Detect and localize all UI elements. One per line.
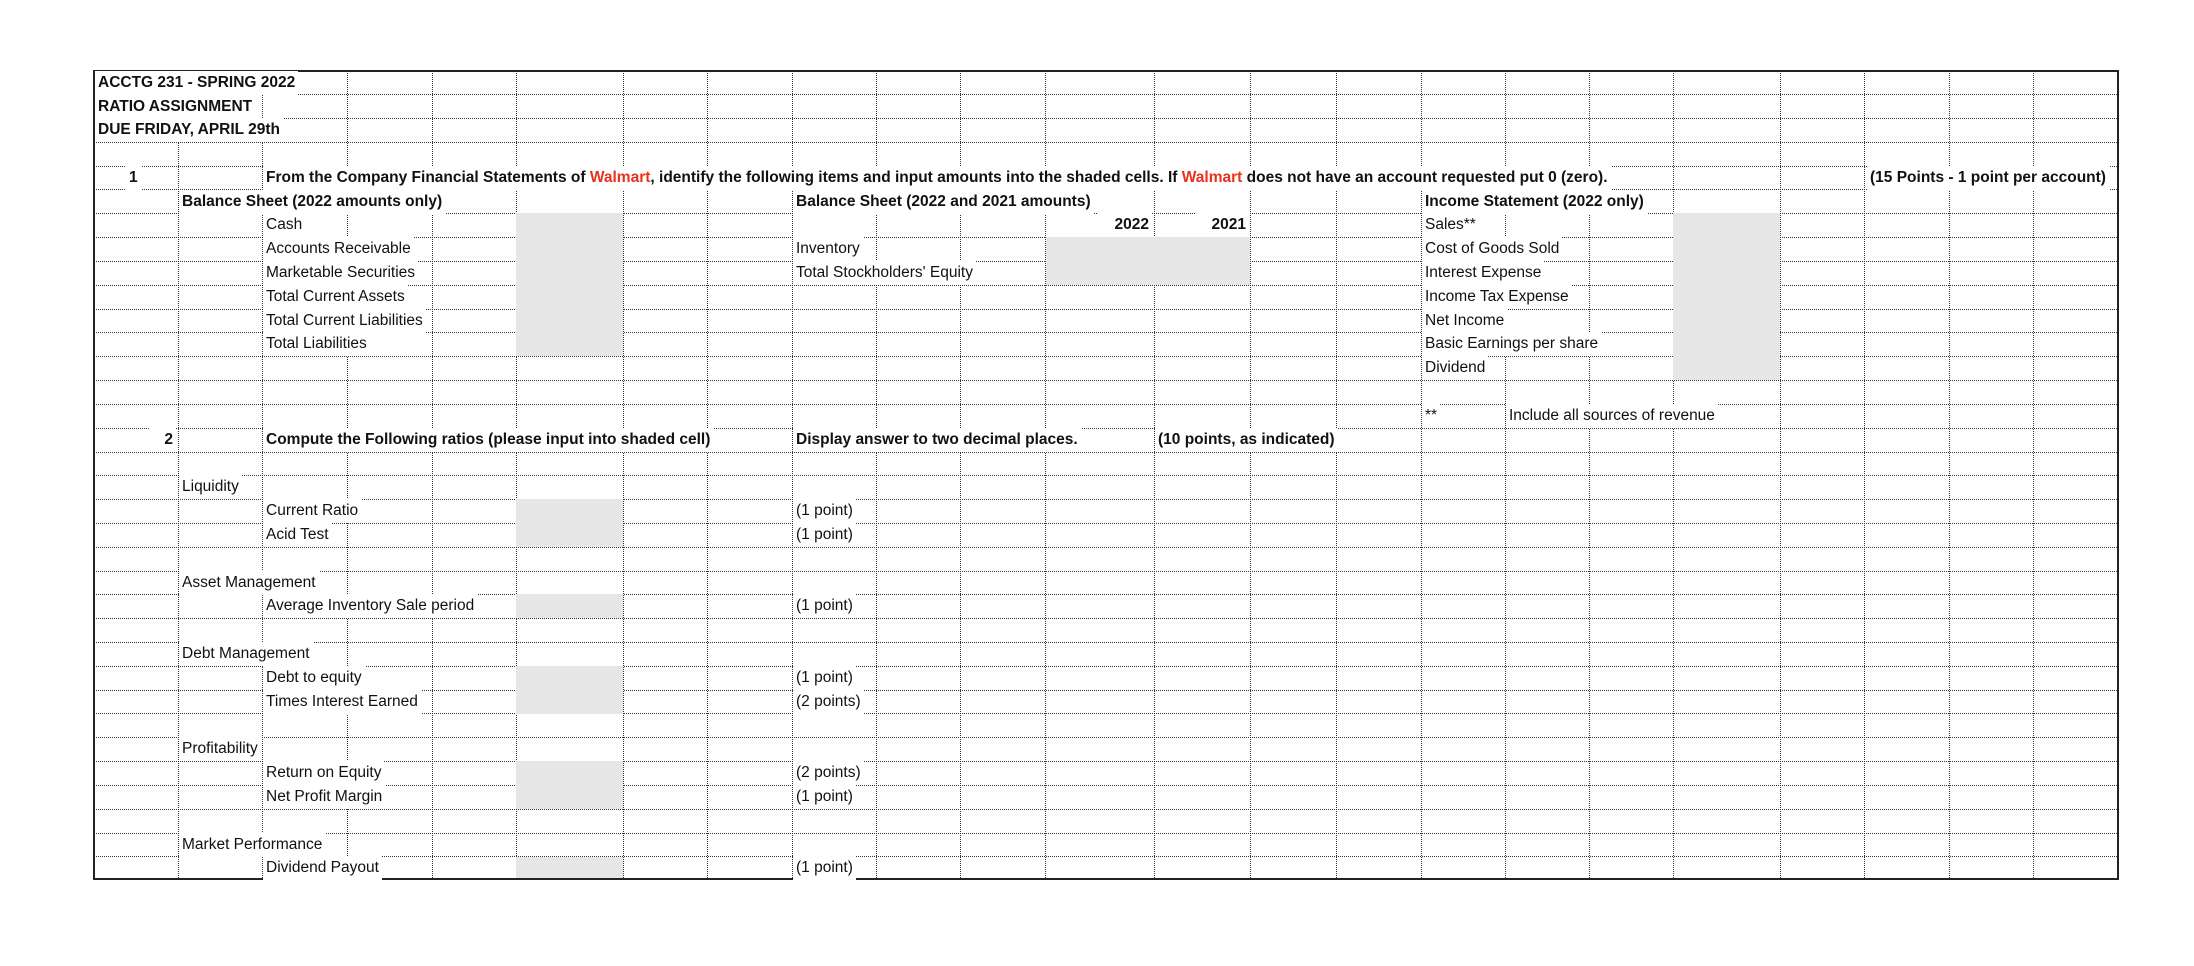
bs-compare-item: Inventory — [793, 237, 863, 261]
bs-item: Accounts Receivable — [263, 237, 414, 261]
is-item: Interest Expense — [1422, 261, 1544, 285]
ratio-group-title: Market Performance — [179, 833, 325, 857]
section-2-number: 2 — [150, 428, 176, 452]
is-item: Basic Earnings per share — [1422, 332, 1601, 356]
ratio-points: (1 point) — [793, 594, 856, 618]
assignment-title: RATIO ASSIGNMENT — [95, 95, 255, 119]
ratio-points: (1 point) — [793, 856, 856, 880]
is-item: Sales** — [1422, 213, 1479, 237]
footnote-text: Include all sources of revenue — [1506, 404, 1718, 428]
instruction-prefix: From the Company Financial Statements of — [266, 169, 590, 186]
is-item: Income Tax Expense — [1422, 285, 1572, 309]
instruction-middle: , identify the following items and input amounts into the shaded cells. If — [650, 169, 1182, 186]
bs-item: Total Current Liabilities — [263, 309, 426, 333]
year-2022-header: 2022 — [1098, 213, 1152, 237]
year-2021-header: 2021 — [1195, 213, 1249, 237]
ratio-name: Acid Test — [263, 523, 332, 547]
ratio-group-title: Liquidity — [179, 475, 242, 499]
ratio-points: (2 points) — [793, 761, 864, 785]
display-note: Display answer to two decimal places. — [793, 428, 1081, 452]
ratio-group-title: Profitability — [179, 737, 261, 761]
ratio-group-title: Asset Management — [179, 571, 319, 595]
is-item: Dividend — [1422, 356, 1488, 380]
ratio-group-title: Debt Management — [179, 642, 313, 666]
ratio-name: Net Profit Margin — [263, 785, 385, 809]
footnote-marker: ** — [1422, 404, 1440, 428]
bs-item: Marketable Securities — [263, 261, 418, 285]
bs-item: Total Liabilities — [263, 332, 370, 356]
instruction-suffix: does not have an account requested put 0 (zero). — [1242, 169, 1608, 186]
company-name: Walmart — [589, 169, 651, 186]
ratio-points: (2 points) — [793, 690, 864, 714]
course-title: ACCTG 231 - SPRING 2022 — [95, 71, 298, 95]
bs-compare-item: Total Stockholders' Equity — [793, 261, 976, 285]
section-1-instruction — [263, 166, 1611, 190]
company-name: Walmart — [1181, 169, 1243, 186]
ratio-points: (1 point) — [793, 785, 856, 809]
ratio-name: Debt to equity — [263, 666, 365, 690]
is-item: Cost of Goods Sold — [1422, 237, 1562, 261]
bs-item: Cash — [263, 213, 305, 237]
due-date: DUE FRIDAY, APRIL 29th — [95, 118, 283, 142]
ratio-points: (1 point) — [793, 666, 856, 690]
bs-compare-heading: Balance Sheet (2022 and 2021 amounts) — [793, 190, 1094, 214]
ratio-name: Dividend Payout — [263, 856, 382, 880]
ratio-name: Average Inventory Sale period — [263, 594, 477, 618]
section-2-instruction: Compute the Following ratios (please input into shaded cell) — [263, 428, 713, 452]
bs-item: Total Current Assets — [263, 285, 408, 309]
ratio-name: Times Interest Earned — [263, 690, 421, 714]
ratio-points: (1 point) — [793, 499, 856, 523]
income-statement-heading: Income Statement (2022 only) — [1422, 190, 1647, 214]
is-item: Net Income — [1422, 309, 1507, 333]
ratio-name: Return on Equity — [263, 761, 384, 785]
ratio-name: Current Ratio — [263, 499, 361, 523]
section-1-number: 1 — [126, 166, 141, 190]
section-1-points: (15 Points - 1 point per account) — [1867, 166, 2109, 190]
bs-current-heading: Balance Sheet (2022 amounts only) — [179, 190, 445, 214]
section-2-points: (10 points, as indicated) — [1155, 428, 1338, 452]
ratio-points: (1 point) — [793, 523, 856, 547]
